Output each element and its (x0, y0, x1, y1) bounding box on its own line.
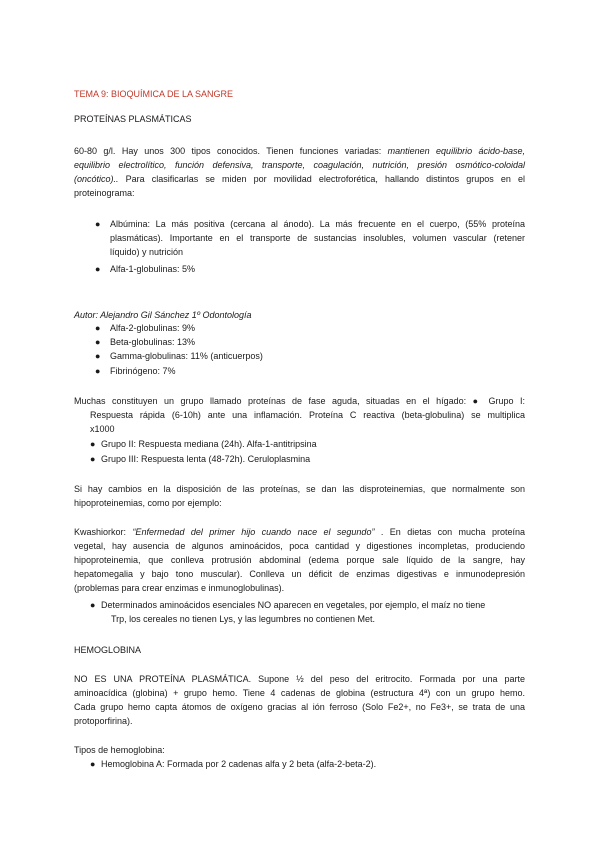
hemoglobina-line-1: NO ES UNA PROTEÍNA PLASMÁTICA. Supone ½ del peso del eritrocito. Formada por una parte (74, 674, 525, 684)
intro-italic-text: (oncótico).. (74, 174, 119, 184)
intro-text: Para clasificarlas se miden por movilidad electroforética, hallando distintos grupos en el (118, 174, 525, 184)
tipos-hemoglobina-heading: Tipos de hemoglobina: (74, 745, 165, 755)
intro-italic-text: mantienen equilibrio ácido-base, (387, 146, 525, 156)
section-heading-hemoglobina: HEMOGLOBINA (74, 645, 142, 655)
list-item-albumina-line-1: Albúmina: La más positiva (cercana al ánodo). La más frecuente en el cuerpo, (55% proteína (110, 219, 525, 229)
list-item-fibrinogeno: Fibrinógeno: 7% (110, 366, 176, 376)
fase-aguda-line-1: Muchas constituyen un grupo llamado proteínas de fase aguda, situadas en el hígado: ● Grupo I: (74, 396, 525, 406)
kwashiorkor-line-5: (problemas para crear enzimas e inmunoglobulinas). (74, 583, 285, 593)
fase-aguda-line-3: x1000 (90, 424, 115, 434)
kwashiorkor-line-3: hipoproteinemia, que conlleva protrusión abdominal (edema porque sale líquido de la sangre, hay (74, 555, 525, 565)
kwashiorkor-line-2: vegetal, hay ausencia de algunos aminoácidos, poca cantidad y digestiones incompletas, produciendo (74, 541, 525, 551)
bullet-icon: ● (95, 366, 101, 376)
bullet-icon: ● (95, 219, 101, 229)
hemoglobina-line-4: protoporfirina). (74, 716, 133, 726)
bullet-icon: ● (90, 439, 96, 449)
section-heading-proteinas: PROTEÍNAS PLASMÁTICAS (74, 114, 192, 124)
list-item-grupo-2: Grupo II: Respuesta mediana (24h). Alfa-1-antitripsina (101, 439, 317, 449)
list-item-hemoglobina-a: Hemoglobina A: Formada por 2 cadenas alfa y 2 beta (alfa-2-beta-2). (101, 759, 377, 769)
intro-line-3 (74, 173, 525, 185)
intro-line-1 (74, 145, 525, 157)
kwashiorkor-bullet-line-1: Determinados aminoácidos esenciales NO aparecen en vegetales, por ejemplo, el maíz no tiene (101, 600, 486, 610)
hemoglobina-line-3: Cada grupo hemo capta átomos de oxígeno gracias al ión ferroso (Solo Fe2+, no Fe3+, se trata de una (74, 702, 525, 712)
list-item-albumina-line-2: plasmáticas). Importante en el transporte de sustancias insolubles, volumen vascular (retener (110, 233, 525, 243)
bullet-icon: ● (95, 264, 101, 274)
intro-line-2: equilibrio electrolítico, función defensiva, transporte, coagulación, nutrición, presión osmótico-coloidal (74, 160, 525, 170)
disproteinemias-line-1: Si hay cambios en la disposición de las proteínas, se dan las disproteinemias, que normalmente son (74, 484, 525, 494)
kwashiorkor-line-4: hepatomegalia y bajo tono muscular). Conlleva un déficit de enzimas digestivas e inmunodepresión (74, 569, 525, 579)
bullet-icon: ● (90, 454, 96, 464)
kwashiorkor-bullet-line-2: Trp, los cereales no tienen Lys, y las legumbres no contienen Met. (111, 614, 375, 624)
intro-text: 60-80 g/l. Hay unos 300 tipos conocidos. Tienen funciones variadas: (74, 146, 388, 156)
list-item-alfa1: Alfa-1-globulinas: 5% (110, 264, 196, 274)
list-item-grupo-3: Grupo III: Respuesta lenta (48-72h). Ceruloplasmina (101, 454, 311, 464)
kwashiorkor-label: Kwashiorkor: (74, 527, 133, 537)
bullet-icon: ● (90, 759, 96, 769)
bullet-icon: ● (90, 600, 96, 610)
list-item-alfa2: Alfa-2-globulinas: 9% (110, 323, 196, 333)
author-note: Autor: Alejandro Gil Sánchez 1º Odontología (74, 310, 252, 320)
document-title: TEMA 9: BIOQUÍMICA DE LA SANGRE (74, 89, 234, 99)
disproteinemias-line-2: hipoproteinemias, como por ejemplo: (74, 498, 222, 508)
bullet-icon: ● (95, 323, 101, 333)
kwashiorkor-quote: “Enfermedad del primer hijo cuando nace el segundo” (132, 527, 375, 537)
hemoglobina-line-2: aminoacídica (globina) + grupo hemo. Tiene 4 cadenas de globina (estructura 4ª) con un grupo hemo. (74, 688, 525, 698)
list-item-albumina-line-3: líquido) y nutrición (110, 247, 184, 257)
kwashiorkor-text: . En dietas con mucha proteína (374, 527, 525, 537)
fase-aguda-line-2: Respuesta rápida (6-10h) ante una inflamación. Proteína C reactiva (beta-globulina) se multiplica (90, 410, 525, 420)
intro-line-4: proteinograma: (74, 188, 135, 198)
bullet-icon: ● (95, 337, 101, 347)
list-item-beta: Beta-globulinas: 13% (110, 337, 196, 347)
kwashiorkor-line-1 (74, 526, 525, 538)
list-item-gamma: Gamma-globulinas: 11% (anticuerpos) (110, 351, 263, 361)
bullet-icon: ● (95, 351, 101, 361)
